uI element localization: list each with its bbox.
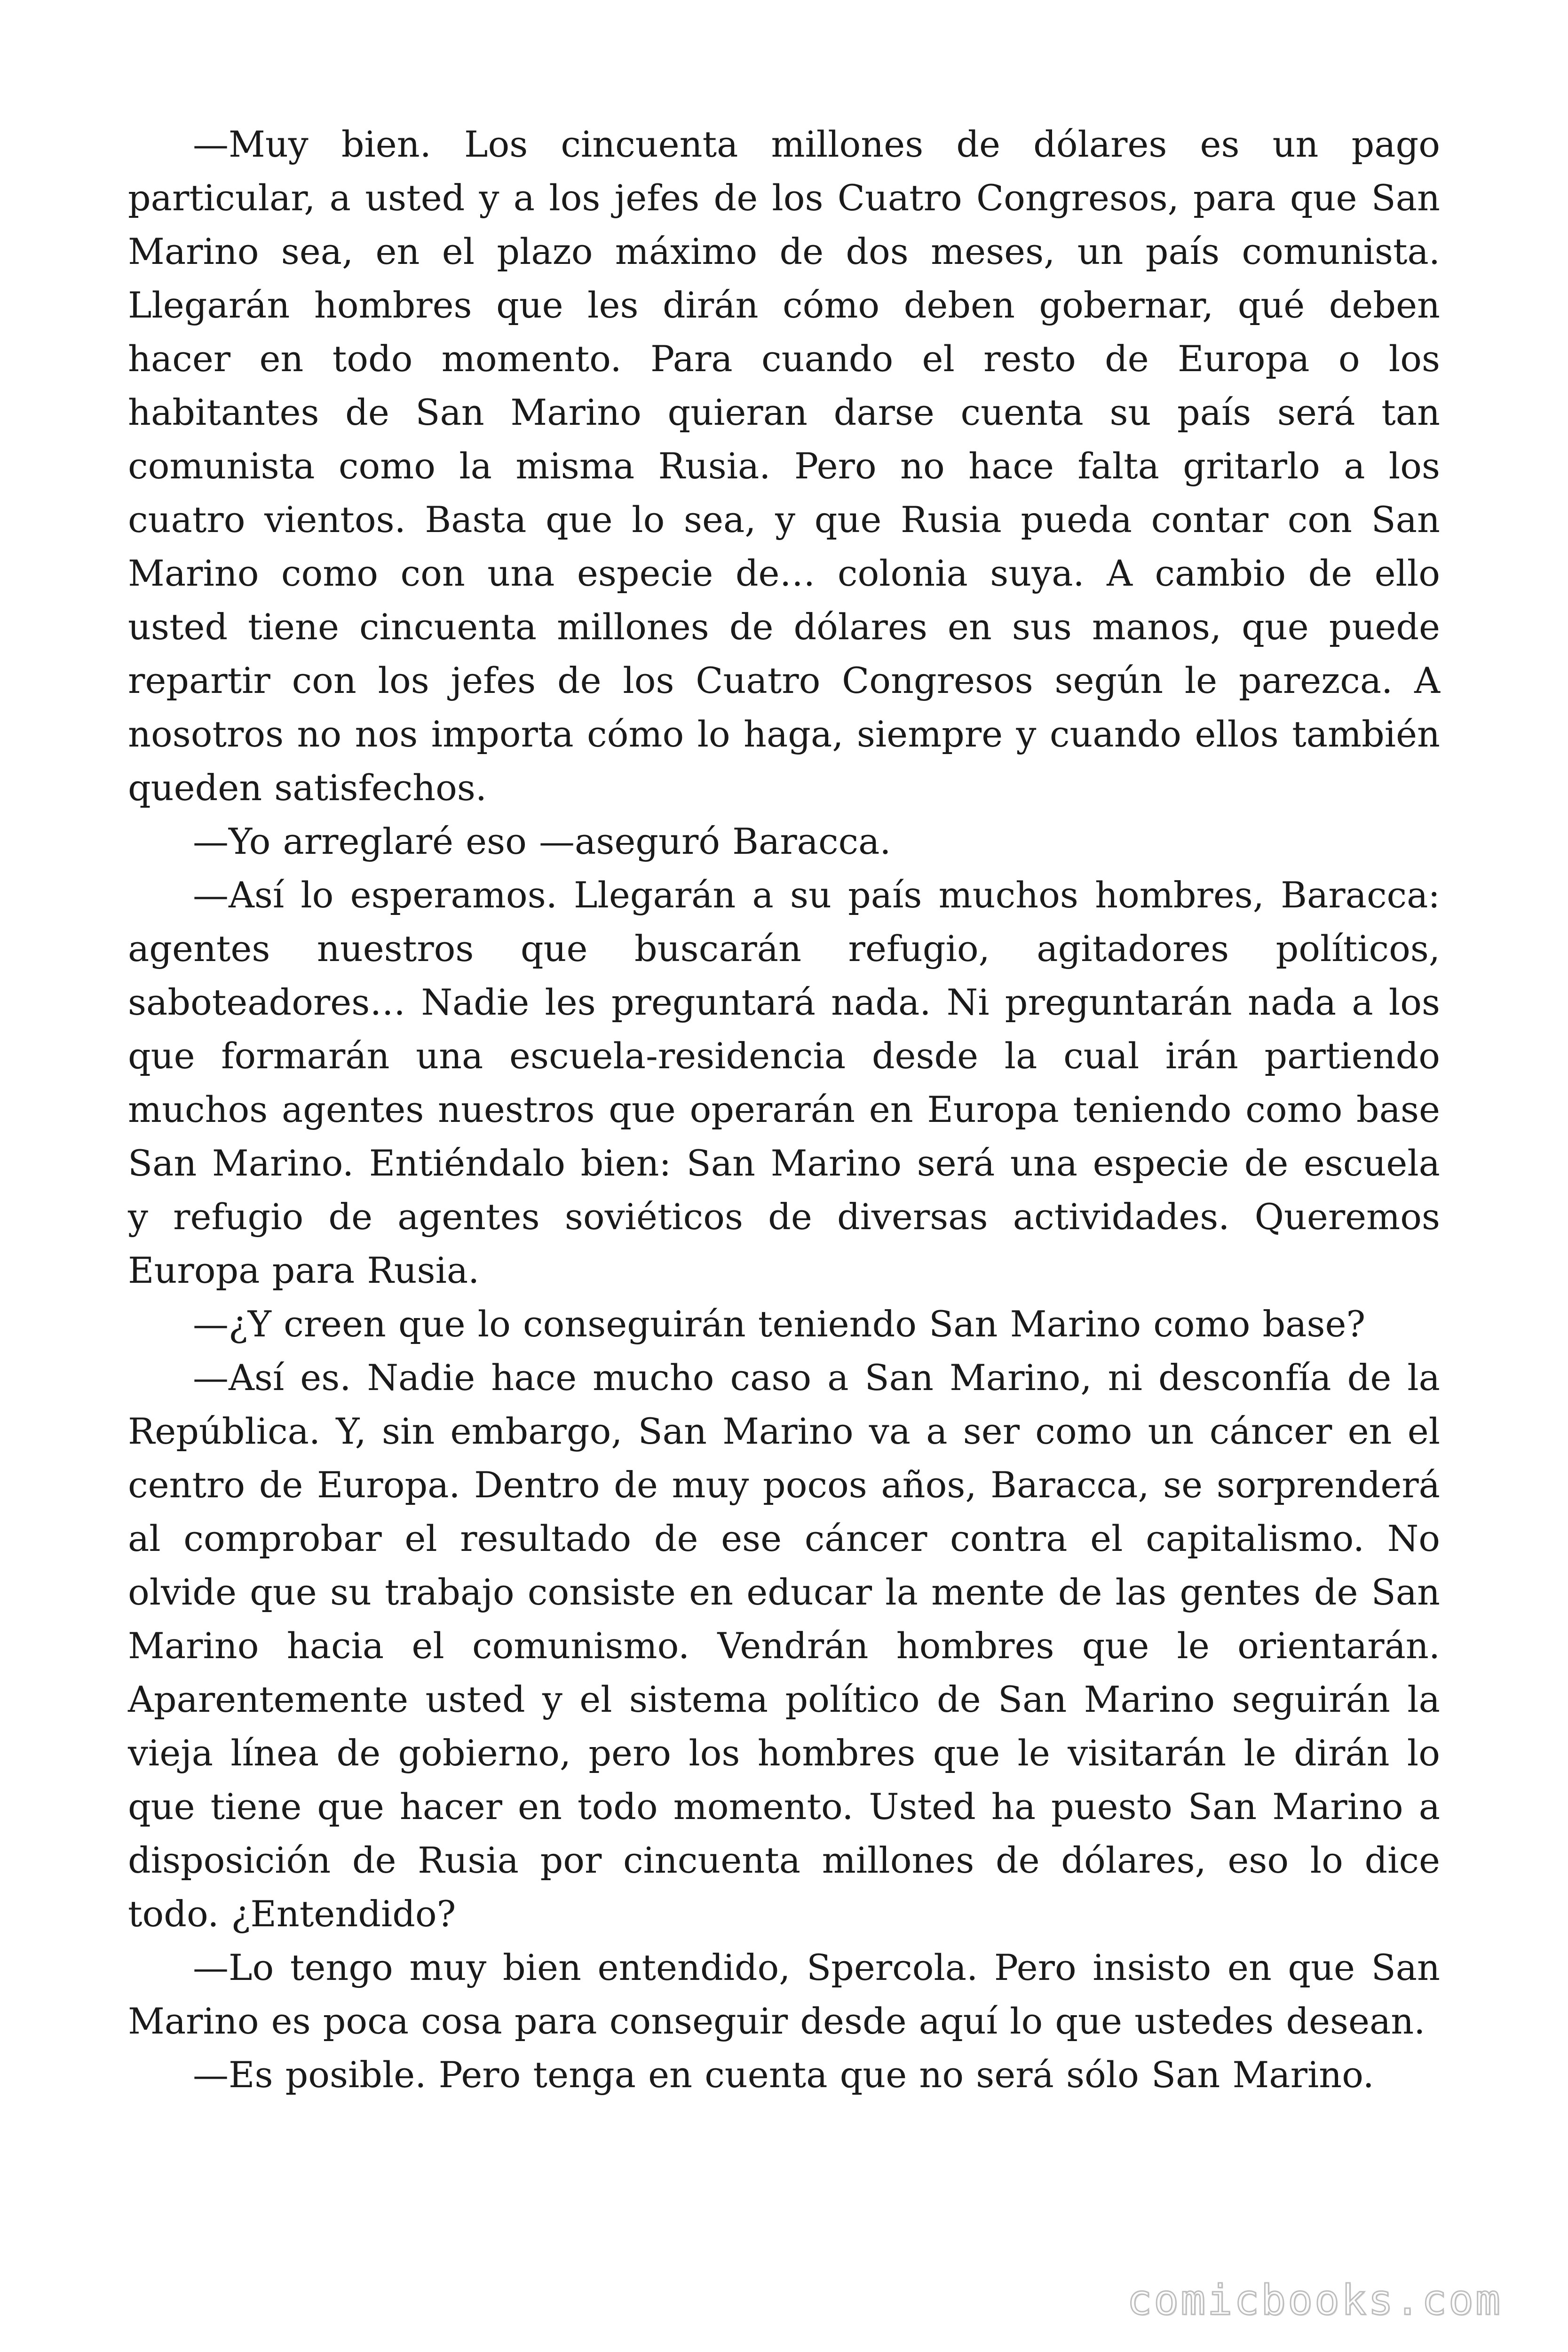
paragraph: —Yo arreglaré eso —aseguró Baracca. (193, 820, 891, 862)
paragraph: —Así lo esperamos. Llegarán a su país muchos hombres, Baracca: agentes nuestros que buscarán refugio, agitadores políticos, saboteadores… Nadie les preguntará nada. Ni preguntarán nada a los que formarán una escuela-residencia desde la cual irán partiendo muchos agentes nuestros que operarán en Europa teniendo como base San Marino. Entiéndalo bien: San Marino será una especie de escuela y refugio de agentes soviéticos de diversas actividades. Queremos Europa para Rusia. (128, 874, 1440, 1291)
page-body (128, 118, 1440, 2102)
paragraph: —Así es. Nadie hace mucho caso a San Marino, ni desconfía de la República. Y, sin embargo, San Marino va a ser como un cáncer en el centro de Europa. Dentro de muy pocos años, Baracca, se sorprenderá al comprobar el resultado de ese cáncer contra el capitalismo. No olvide que su trabajo consiste en educar la mente de las gentes de San Marino hacia el comunismo. Vendrán hombres que le orientarán. Aparentemente usted y el sistema político de San Marino seguirán la vieja línea de gobierno, pero los hombres que le visitarán le dirán lo que tiene que hacer en todo momento. Usted ha puesto San Marino a disposición de Rusia por cincuenta millones de dólares, eso lo dice todo. ¿Entendido? (128, 1357, 1440, 1935)
paragraph: —Es posible. Pero tenga en cuenta que no será sólo San Marino. (193, 2054, 1374, 2096)
watermark: comicbooks.com (1127, 2276, 1502, 2324)
paragraph: —¿Y creen que lo conseguirán teniendo San Marino como base? (193, 1303, 1366, 1345)
paragraph: —Lo tengo muy bien entendido, Spercola. Pero insisto en que San Marino es poca cosa para conseguir desde aquí lo que ustedes desean. (128, 1947, 1440, 2042)
paragraph: —Muy bien. Los cincuenta millones de dólares es un pago particular, a usted y a los jefes de los Cuatro Congresos, para que San Marino sea, en el plazo máximo de dos meses, un país comunista. Llegarán hombres que les dirán cómo deben gobernar, qué deben hacer en todo momento. Para cuando el resto de Europa o los habitantes de San Marino quieran darse cuenta su país será tan comunista como la misma Rusia. Pero no hace falta gritarlo a los cuatro vientos. Basta que lo sea, y que Rusia pueda contar con San Marino como con una especie de… colonia suya. A cambio de ello usted tiene cincuenta millones de dólares en sus manos, que puede repartir con los jefes de los Cuatro Congresos según le parezca. A nosotros no nos importa cómo lo haga, siempre y cuando ellos también queden satisfechos. (128, 123, 1440, 809)
